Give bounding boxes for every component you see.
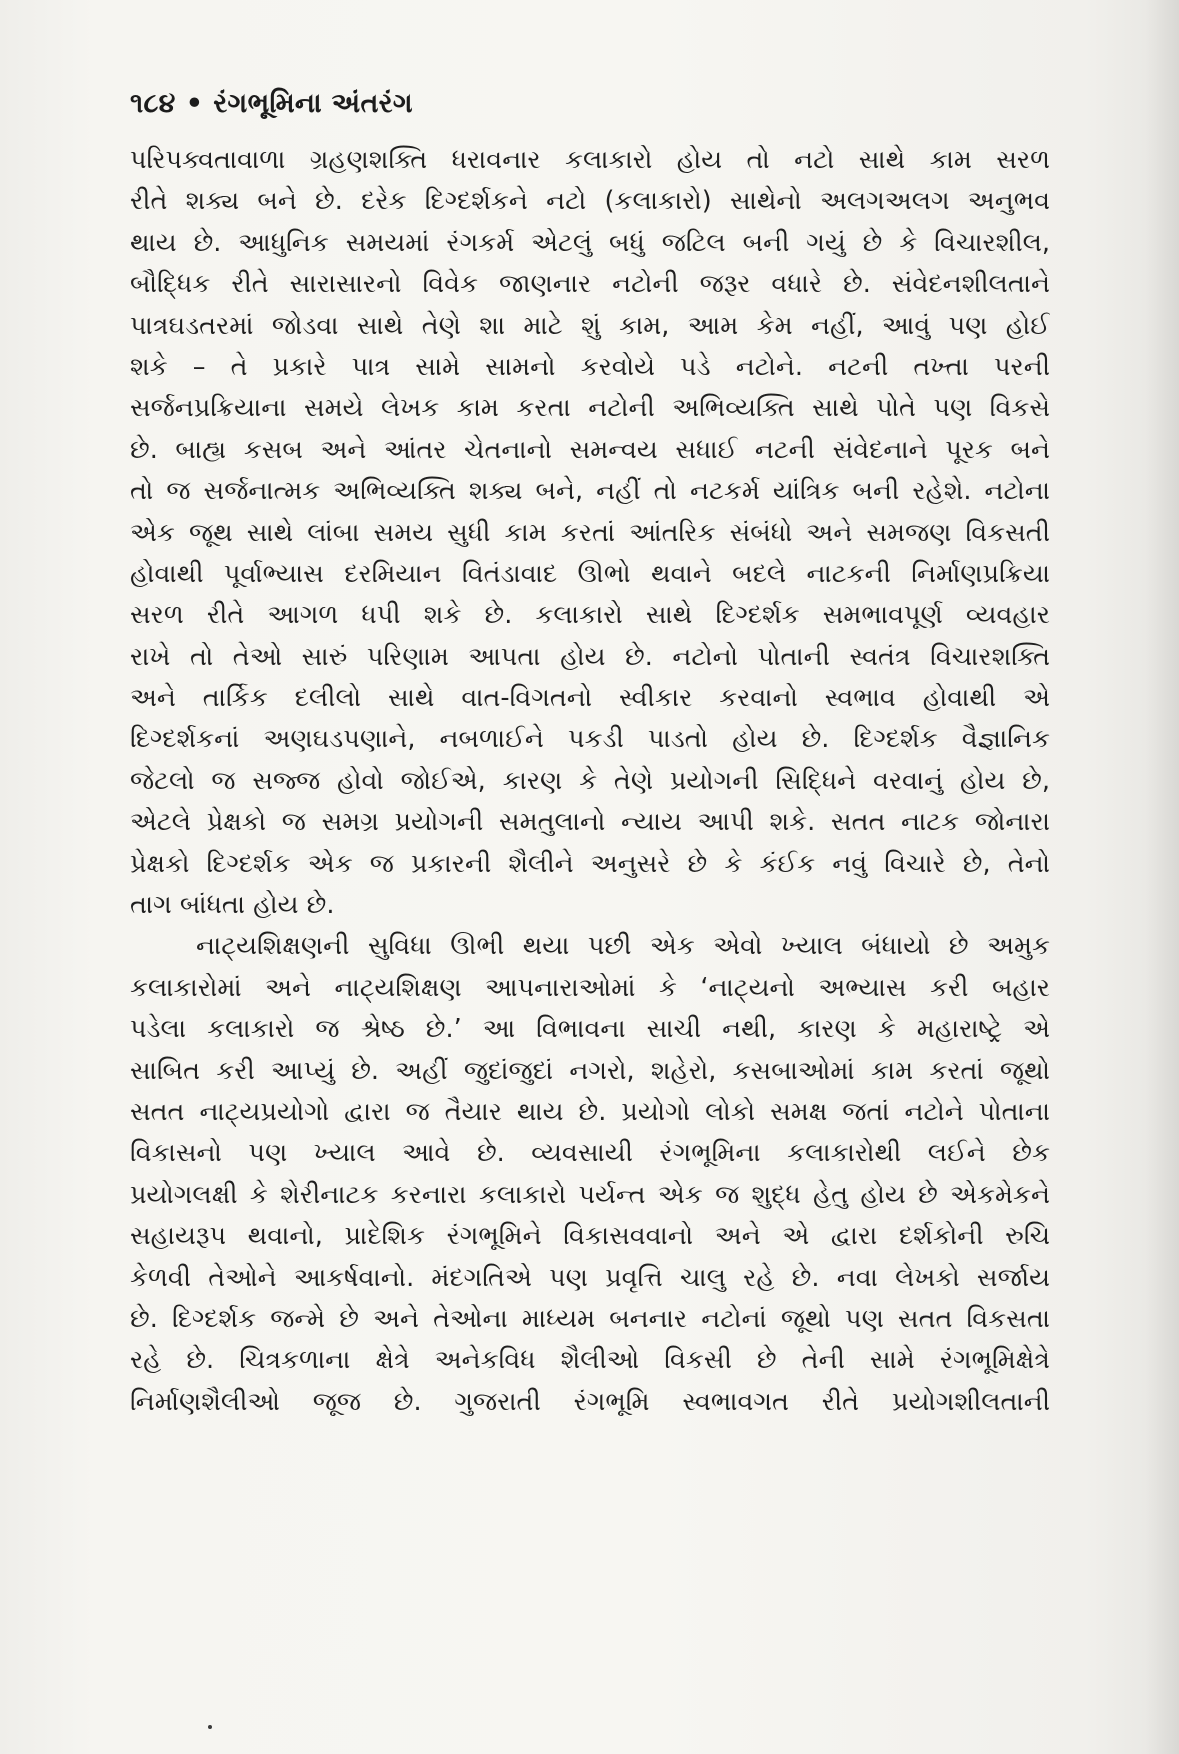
text-line: રાખે તો તેઓ સારું પરિણામ આપતા હોય છે. નટોનો પોતાની સ્વતંત્ર વિચારશક્તિ: [130, 641, 1050, 672]
text-line: અને તાર્કિક દલીલો સાથે વાત-વિગતનો સ્વીકાર કરવાનો સ્વભાવ હોવાથી એ: [130, 683, 1050, 714]
text-line: બૌદ્ધિક રીતે સારાસારનો વિવેક જાણનાર નટોની જરૂર વધારે છે. સંવેદનશીલતાને: [130, 269, 1050, 300]
paragraph-last-line: તાગ બાંધતા હોય છે.: [130, 890, 335, 921]
book-title: રંગભૂમિના અંતરંગ: [213, 88, 413, 119]
text-line: હોવાથી પૂર્વાભ્યાસ દરમિયાન વિતંડાવાદ ઊભો થવાને બદલે નાટકની નિર્માણપ્રક્રિયા: [130, 558, 1050, 589]
text-line: દિગ્દર્શકનાં અણઘડપણાને, નબળાઈને પકડી પાડતો હોય છે. દિગ્દર્શક વૈજ્ઞાનિક: [130, 724, 1050, 755]
text-line: રહે છે. ચિત્રકળાના ક્ષેત્રે અનેકવિધ શૈલીઓ વિકસી છે તેની સામે રંગભૂમિક્ષેત્રે: [130, 1345, 1050, 1376]
text-line: થાય છે. આધુનિક સમયમાં રંગકર્મ એટલું બધું જટિલ બની ગયું છે કે વિચારશીલ,: [130, 227, 1050, 258]
text-line: સહાયરૂપ થવાનો, પ્રાદેશિક રંગભૂમિને વિકાસવવાનો અને એ દ્વારા દર્શકોની રુચિ: [130, 1221, 1050, 1252]
page-number: ૧૮૪: [130, 88, 176, 119]
paragraph-first-line: નાટ્યશિક્ષણની સુવિધા ઊભી થયા પછી એક એવો ખ્યાલ બંધાયો છે અમુક: [196, 931, 1050, 962]
text-line: સતત નાટ્યપ્રયોગો દ્વારા જ તૈયાર થાય છે. પ્રયોગો લોકો સમક્ષ જતાં નટોને પોતાના: [130, 1096, 1050, 1127]
text-line: છે. બાહ્ય કસબ અને આંતર ચેતનાનો સમન્વય સધાઈ નટની સંવેદનાને પૂરક બને: [130, 434, 1050, 465]
running-header: [130, 88, 413, 120]
text-line: એટલે પ્રેક્ષકો જ સમગ્ર પ્રયોગની સમતુલાનો ન્યાય આપી શકે. સતત નાટક જોનારા: [130, 807, 1050, 838]
text-line: સર્જનપ્રક્રિયાના સમયે લેખક કામ કરતા નટોની અભિવ્યક્તિ સાથે પોતે પણ વિકસે: [130, 393, 1050, 424]
text-line: કલાકારોમાં અને નાટ્યશિક્ષણ આપનારાઓમાં કે ‘નાટ્યનો અભ્યાસ કરી બહાર: [130, 972, 1050, 1003]
text-line: છે. દિગ્દર્શક જન્મે છે અને તેઓના માધ્યમ બનનાર નટોનાં જૂથો પણ સતત વિકસતા: [130, 1303, 1050, 1334]
header-separator: •: [185, 88, 204, 119]
ink-speck: [208, 1725, 212, 1729]
body-text: [130, 140, 1050, 1423]
text-line: નિર્માણશૈલીઓ જૂજ છે. ગુજરાતી રંગભૂમિ સ્વભાવગત રીતે પ્રયોગશીલતાની: [130, 1386, 1050, 1417]
text-line: તો જ સર્જનાત્મક અભિવ્યક્તિ શક્ય બને, નહીં તો નટકર્મ યાંત્રિક બની રહેશે. નટોના: [130, 476, 1050, 507]
text-line: એક જૂથ સાથે લાંબા સમય સુધી કામ કરતાં આંતરિક સંબંધો અને સમજણ વિકસતી: [130, 517, 1050, 548]
text-line: સરળ રીતે આગળ ધપી શકે છે. કલાકારો સાથે દિગ્દર્શક સમભાવપૂર્ણ વ્યવહાર: [130, 600, 1050, 631]
text-line: જેટલો જ સજ્જ હોવો જોઈએ, કારણ કે તેણે પ્રયોગની સિદ્ધિને વરવાનું હોય છે,: [130, 765, 1050, 796]
text-line: પડેલા કલાકારો જ શ્રેષ્ઠ છે.’ આ વિભાવના સાચી નથી, કારણ કે મહારાષ્ટ્રે એ: [130, 1014, 1050, 1045]
text-line: પાત્રઘડતરમાં જોડવા સાથે તેણે શા માટે શું કામ, આમ કેમ નહીં, આવું પણ હોઈ: [130, 310, 1050, 341]
text-line: કેળવી તેઓને આકર્ષવાનો. મંદગતિએ પણ પ્રવૃત્તિ ચાલુ રહે છે. નવા લેખકો સર્જાય: [130, 1262, 1050, 1293]
page-edge-shadow: [1145, 0, 1179, 1754]
text-line: શકે – તે પ્રકારે પાત્ર સામે સામનો કરવોયે પડે નટોને. નટની તખ્તા પરની: [130, 351, 1050, 382]
text-line: પ્રેક્ષકો દિગ્દર્શક એક જ પ્રકારની શૈલીને અનુસરે છે કે કંઈક નવું વિચારે છે, તેનો: [130, 848, 1050, 879]
text-line: પરિપક્વતાવાળા ગ્રહણશક્તિ ધરાવનાર કલાકારો હોય તો નટો સાથે કામ સરળ: [130, 145, 1050, 175]
text-line: પ્રયોગલક્ષી કે શેરીનાટક કરનારા કલાકારો પર્યન્ત એક જ શુદ્ધ હેતુ હોય છે એકમેકને: [130, 1179, 1050, 1210]
text-line: રીતે શક્ય બને છે. દરેક દિગ્દર્શકને નટો (કલાકારો) સાથેનો અલગઅલગ અનુભવ: [130, 186, 1050, 217]
text-line: સાબિત કરી આપ્યું છે. અહીં જુદાંજુદાં નગરો, શહેરો, કસબાઓમાં કામ કરતાં જૂથો: [130, 1055, 1050, 1086]
text-line: વિકાસનો પણ ખ્યાલ આવે છે. વ્યવસાયી રંગભૂમિના કલાકારોથી લઈને છેક: [130, 1138, 1050, 1169]
